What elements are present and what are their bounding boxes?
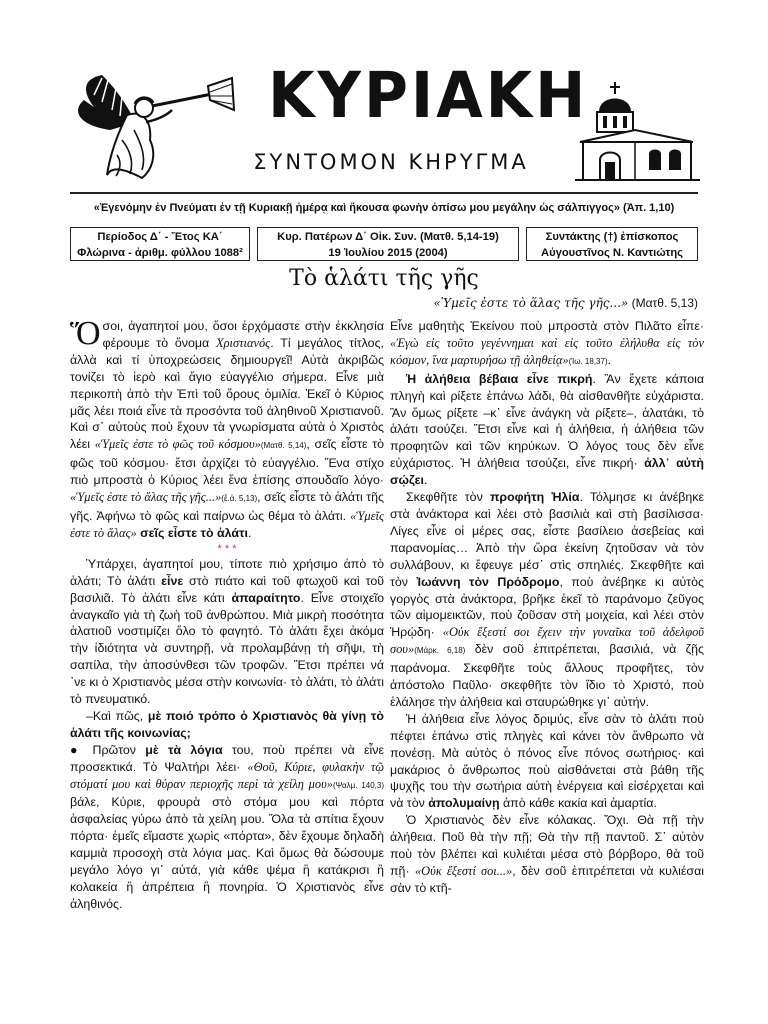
text: . Ἂν ἔχετε κάποια πληγὴ καὶ ρίξετε ἐπάνω λάδι, θὰ αἰσθανθῆτε εὐχάριστα. Ἂν ὅμως ρίξετε –κ᾿ εἶνε ἀνάγκη νὰ ρίξετε–, ἁλατάκι, τὸ ἁλάτι τσούζει. Ἔτσι εἶνε καὶ ἡ ἀλήθεια, ἡ ἀλήθεια τῶν προφητῶν καὶ τῶν κηρύκων. Ὁ λόγος τους δὲν εἶνε εὐχάριστος. Ἡ ἀλήθεια τσούζει, εἶνε πικρή· <box>390 371 705 471</box>
masthead-subtitle: ΣΥΝΤΟΜΟΝ ΚΗΡΥΓΜΑ <box>253 150 529 174</box>
info-author-label: Συντάκτης (†) ἐπίσκοπος <box>545 231 679 243</box>
bold-text: ἀπολυμαίνῃ <box>428 796 500 811</box>
text: . Τόλμησε κι ἀνέβηκε στὰ ἀνάκτορα καὶ λέει στὸ βασιλιὰ καὶ στὴ βασίλισσα· Λίγες εἶνε οἱ μέρες σας, εἶστε βασίλειο ἀσεβείας καὶ παρανομίας… Ἀπὸ τὴν ὥρα ἐκείνη ζητοῦσαν νὰ τὸν συλλάβουν, κι ἔφευγε μέσ᾿ στὶς σπηλιές. Σκεφθῆτε καὶ τὸν <box>390 490 705 589</box>
info-date: 19 Ἰουλίου 2015 (2004) <box>328 247 448 259</box>
bold-text: Ἰωάννη τὸν Πρόδρομο <box>416 574 560 589</box>
text: Εἶνε μαθητὴς Ἐκείνου ποὺ μπροστὰ στὸν Πιλᾶτο εἶπε· <box>390 319 704 333</box>
article-title: Τὸ ἁλάτι τῆς γῆς <box>289 266 479 291</box>
scripture-quote: «Ὑμεῖς ἐστε τὸ ἅλας τῆς γῆς...» <box>70 490 222 505</box>
text: Ὑπάρχει, ἀγαπητοί μου, τίποτε πιὸ χρήσιμο ἀπὸ τὸ ἁλάτι; Τὸ ἁλάτι <box>70 556 384 588</box>
text: βάλε, Κύριε, φρουρὰ στὸ στόμα μου καὶ πόρτα ἀσφαλείας γύρω ἀπὸ τὰ χείλη μου. Ὅλα τὰ σπίτια ἔχουν πόρτα· ἐμεῖς εἴμαστε χωρὶς «πόρτα», δὲν ἔχουμε δηλαδὴ καμμιὰ προσοχὴ στὰ λόγια μας. Καὶ ὅμως θὰ δώσουμε μεγάλο λόγο γι᾿ αὐτά, γιὰ κάθε ψέμα ἢ κατάκρισι ἢ κολακεία ἢ ἀπρέπεια ἢ πονηρία. Ὁ Χριστιανὸς εἶνε ἀληθινός. <box>70 795 384 911</box>
text: δὲν σοῦ ἐπιτρέπεται, βασιλιά, νὰ ζῇς παράνομα. Σκεφθῆτε τοὺς ἄλλους προφῆτες, τὸν ἀπόστολο Παῦλο· σκεφθῆτε τὸν ἴδιο τὸ Χριστό, ποὺ ἐλάλησε τὴν ἀλήθεια καὶ σταυρώθηκε γι᾿ αὐτήν. <box>390 642 704 709</box>
epigraph-ref: (Ματθ. 5,13) <box>631 296 698 310</box>
text: . Τί μεγάλος τίτλος, ἀλλὰ καὶ τί ὑποχρεώσεις δημιουργεῖ! Αὐτὰ ἀκριβῶς τονίζει τὸ ἱερὸ καὶ ἅγιο εὐαγγέλιο σήμερα. Εἶνε μιὰ περικοπὴ ἀπὸ τὴν Ἐπὶ τοῦ ὄρους ὁμιλία. Ἐκεῖ ὁ Κύριος μᾶς λέει ποιά εἶνε τὰ προσόντα τοῦ ἀληθινοῦ Χριστιανοῦ. Καὶ σ᾿ αὐτοὺς ποὺ ἔχουν τὰ γνωρίσματα αὐτὰ ὁ Χριστὸς λέει <box>70 335 384 452</box>
scripture-quote: «Ὑμεῖς ἐστε τὸ φῶς τοῦ κόσμου» <box>94 437 261 452</box>
masthead-title: ΚΥΡΙΑΚΗ <box>268 59 589 133</box>
bold-text: ἀλλ᾿ αὐτὴ σῴζει <box>390 456 704 488</box>
byzantine-church-icon <box>575 80 700 185</box>
paragraph <box>390 711 704 812</box>
bold-text: μὲ τὰ λόγια <box>145 742 223 757</box>
left-column <box>70 315 385 913</box>
bold-text: προφήτη Ἠλία <box>489 490 580 505</box>
top-quote: «Ἐγενόμην ἐν Πνεύματι ἐν τῇ Κυριακῇ ἡμέρᾳ καὶ ἤκουσα φωνὴν ὀπίσω μου μεγάλην ὡς σάλπιγγος» (Ἀπ. 1,10) <box>93 202 675 214</box>
text: . Εἶνε στοιχεῖο ἀναγκαῖο γιὰ τὴ ζωὴ τοῦ ἀνθρώπου. Μιὰ μικρὴ ποσότητα ἁλατιοῦ νοστιμίζει ὅλο τὸ φαγητό. Τὸ ἁλάτι ἔχει ἀκόμα τὴν ἰδιότητα νὰ συντηρῇ, νὰ προλαμβάνῃ τὴ σῆψι, τὴ σαπίλα, τὴν ἀποσύνθεσι τῶν τροφῶν. Ἔτσι πρέπει νά ᾿νε κι ὁ Χριστιανὸς μέσα στὴν κοινωνία· τὸ ἁλάτι, τὸ ἁλάτι τὸ πνευματικό. <box>70 590 385 707</box>
paragraph: Ἡ ἀλήθεια βέβαια εἶνε πικρή. Ἂν ἔχετε κάποια πληγὴ καὶ ρίξετε ἐπάνω λάδι, θὰ αἰσθανθῆτε εὐχάριστα. Ἂν ὅμως ρίξετε –κ᾿ εἶνε ἀνάγκη νὰ ρίξετε–, ἁλατάκι, τὸ ἁλάτι τσούζει. Ἔτσι εἶνε καὶ ἡ ἀλήθεια, ἡ ἀλήθεια τῶν προφητῶν καὶ τῶν κηρύκων. Ὁ λόγος τους δὲν εἶνε εὐχάριστος. Ἡ ἀλήθεια τσούζει, εἶνε πικρή· ἀλλ᾿ αὐτὴ σῴζει. <box>390 371 705 488</box>
text: Ἡ ἀλήθεια εἶνε λόγος δριμύς, εἶνε σὰν τὸ ἁλάτι ποὺ πέφτει ἐπάνω στὶς πληγὲς καὶ κάνει τὸν ἄνθρωπο νὰ πονέσῃ. Μὰ αὐτὸς ὁ πόνος εἶνε πόνος σωτήριος· καὶ μακάριος ὁ ἄνθρωπος ποὺ αἰσθάνεται στὰ βάθη τῆς ψυχῆς του τὴν σωτήρια αὐτὴ ἐνέργεια καὶ εἰσέρχεται καὶ νὰ τὸν <box>390 711 704 811</box>
paragraph: Ὅσοι, ἀγαπητοί μου, ὅσοι ἐρχόμαστε στὴν ἐκκλησία φέρουμε τὸ ὄνομα Χριστιανός. Τί μεγάλος τίτλος, ἀλλὰ καὶ τί ὑποχρεώσεις δημιουργεῖ! Αὐτὰ ἀκριβῶς τονίζει τὸ ἱερὸ καὶ ἅγιο εὐαγγέλιο σήμερα. Εἶνε μιὰ περικοπὴ ἀπὸ τὴν Ἐπὶ τοῦ ὄρους ὁμιλία. Ἐκεῖ ὁ Κύριος μᾶς λέει ποιά εἶνε τὰ προσόντα τοῦ ἀληθινοῦ Χριστιανοῦ. Καὶ σ᾿ αὐτοὺς ποὺ ἔχουν τὰ γνωρίσματα αὐτὰ ὁ Χριστὸς λέει «Ὑμεῖς ἐστε τὸ φῶς τοῦ κόσμου»(Ματθ. 5,14), σεῖς εἶστε τὸ φῶς τοῦ κόσμου· ἔτσι ἀρχίζει τὸ εὐαγγέλιο. Ἕνα στίχο πιὸ μπροστὰ ὁ Κύριος λέει ἕνα ἐπίσης σπουδαῖο λόγο· «Ὑμεῖς ἐστε τὸ ἅλας τῆς γῆς...»(ἔ.ἀ. 5,13), σεῖς εἶστε τὸ ἁλάτι τῆς γῆς. Ἀφήνω τὸ φῶς καὶ παίρνω ὡς θέμα τὸ ἁλάτι. «Ὑμεῖς ἐστε τὸ ἅλας» σεῖς εἶστε τὸ ἁλάτι. <box>70 315 385 540</box>
bold-text: σεῖς εἶστε τὸ ἁλάτι <box>136 525 249 540</box>
article-epigraph <box>433 296 698 310</box>
text: Σκεφθῆτε τὸν <box>406 490 490 505</box>
scripture-quote: «Ἐγὼ εἰς τοῦτο γεγέννημαι καὶ εἰς τοῦτο ἐλήλυθα εἰς τὸν κόσμον, ἵνα μαρτυρήσω τῇ ἀληθείᾳ» <box>390 335 704 367</box>
text: –Καὶ πῶς, <box>86 708 148 723</box>
scripture-quote: «Ὑμεῖς ἐστε τὸ ἅλας» <box>70 508 384 540</box>
paragraph <box>70 708 384 742</box>
section-separator: * * * <box>217 542 237 555</box>
paragraph <box>70 556 384 708</box>
scripture-ref: (ἔ.ἀ. 5,13) <box>221 494 258 504</box>
bold-text: μὲ ποιό τρόπο ὁ Χριστιανὸς θὰ γίνῃ τὸ ἁλάτι τῆς κοινωνίας; <box>70 708 384 740</box>
text: ἀπὸ κάθε κακία καὶ ἁμαρτία. <box>499 796 657 811</box>
bold-text: ἀπαραίτητο <box>231 590 301 605</box>
scripture-ref: (Ἰω. 18,37) <box>568 356 608 366</box>
scripture-ref: (Ματθ. 5,14) <box>260 441 307 451</box>
info-author: Αὐγουστῖνος Ν. Καντιώτης <box>541 247 683 259</box>
right-column <box>390 318 704 897</box>
drop-cap: Ὅ <box>70 315 101 352</box>
text: , δὲν σοῦ ἐπιτρέπεται νὰ κυλιέσαι σὰν τὸ κτῆ- <box>390 864 704 895</box>
info-date-box <box>257 227 519 261</box>
info-period: Περίοδος Δ΄ - Ἔτος ΚΑ΄ <box>97 231 223 243</box>
paragraph <box>390 812 704 897</box>
angel-with-trumpet-icon <box>72 70 242 185</box>
header-rule <box>70 192 698 194</box>
text: ● Πρῶτον <box>70 742 146 757</box>
scripture-ref: (Μάρκ. 6,18) <box>414 646 466 656</box>
info-period-box <box>70 227 250 261</box>
info-reading: Κυρ. Πατέρων Δ΄ Οἰκ. Συν. (Ματθ. 5,14-19) <box>277 231 499 243</box>
text: Ὁ Χριστιανὸς δὲν εἶνε κόλακας. Ὄχι. Θὰ πῇ τὴν ἀλήθεια. Ποῦ θὰ τὴν πῇ; Θὰ τὴν πῇ παντοῦ. Σ᾿ αὐτὸν ποὺ τὸν βλέπει καὶ κυλιέται μέσα στὸ βόρβορο, θὰ τοῦ πῇ· <box>390 813 704 878</box>
bold-text: Ἡ ἀλήθεια βέβαια εἶνε πικρή <box>406 371 593 386</box>
scripture-quote: «Θοῦ, Κύριε, φυλακὴν τῷ στόματί μου καὶ θύραν περιοχῆς περὶ τὰ χείλη μου» <box>70 759 384 791</box>
text: , ποὺ ἀνέβηκε κι αὐτὸς γοργὸς στὰ ἀνάκτορα, βρῆκε ἐκεῖ τὸ παράνομο ζεῦγος τῶν αἱμομεικτῶν, ποὺ ζοῦσαν στὴ μοιχεία, καὶ λέει στὸν Ἡρῴδη· <box>390 574 704 640</box>
scripture-quote: «Οὐκ ἔξεστί σοι ἔχειν τὴν γυναῖκα τοῦ ἀδελφοῦ σου» <box>390 625 704 657</box>
emphasis: Χριστιανός <box>216 335 271 350</box>
paragraph <box>390 489 704 711</box>
scripture-ref: (Ψαλμ. 140,3) <box>332 780 385 790</box>
info-issue: Φλώρινα - ἀριθμ. φύλλου 1088² <box>77 247 243 259</box>
bold-text: εἶνε <box>161 573 184 588</box>
text: του, ποὺ πρέπει νὰ εἶνε προσεκτικά. Τὸ Ψαλτήρι λέει· <box>70 742 384 774</box>
text: στὸ πιάτο καὶ τοῦ φτωχοῦ καὶ τοῦ βασιλιᾶ. Τὸ ἁλάτι εἶνε κάτι <box>70 573 384 605</box>
paragraph <box>70 742 384 913</box>
text: , σεῖς εἶστε τὸ ἁλάτι τῆς γῆς. Ἀφήνω τὸ φῶς καὶ παίρνω ὡς θέμα τὸ ἁλάτι. <box>70 490 385 523</box>
text: σοι, ἀγαπητοί μου, ὅσοι ἐρχόμαστε στὴν ἐκκλησία φέρουμε τὸ ὄνομα <box>102 319 384 350</box>
text: , σεῖς εἶστε τὸ φῶς τοῦ κόσμου· ἔτσι ἀρχίζει τὸ εὐαγγέλιο. Ἕνα στίχο πιὸ μπροστὰ ὁ Κύριος λέει ἕνα ἐπίσης σπουδαῖο λόγο· <box>70 437 384 488</box>
epigraph-quote: «Ὑμεῖς ἐστε τὸ ἅλας τῆς γῆς...» <box>433 296 629 310</box>
info-author-box <box>526 227 698 261</box>
scripture-quote: «Οὐκ ἔξεστί σοι...» <box>414 864 513 878</box>
paragraph: Εἶνε μαθητὴς Ἐκείνου ποὺ μπροστὰ στὸν Πιλᾶτο εἶπε· «Ἐγὼ εἰς τοῦτο γεγέννημαι καὶ εἰς τοῦτο ἐλήλυθα εἰς τὸν κόσμον, ἵνα μαρτυρήσω τῇ ἀληθείᾳ»(Ἰω. 18,37). <box>390 319 704 367</box>
